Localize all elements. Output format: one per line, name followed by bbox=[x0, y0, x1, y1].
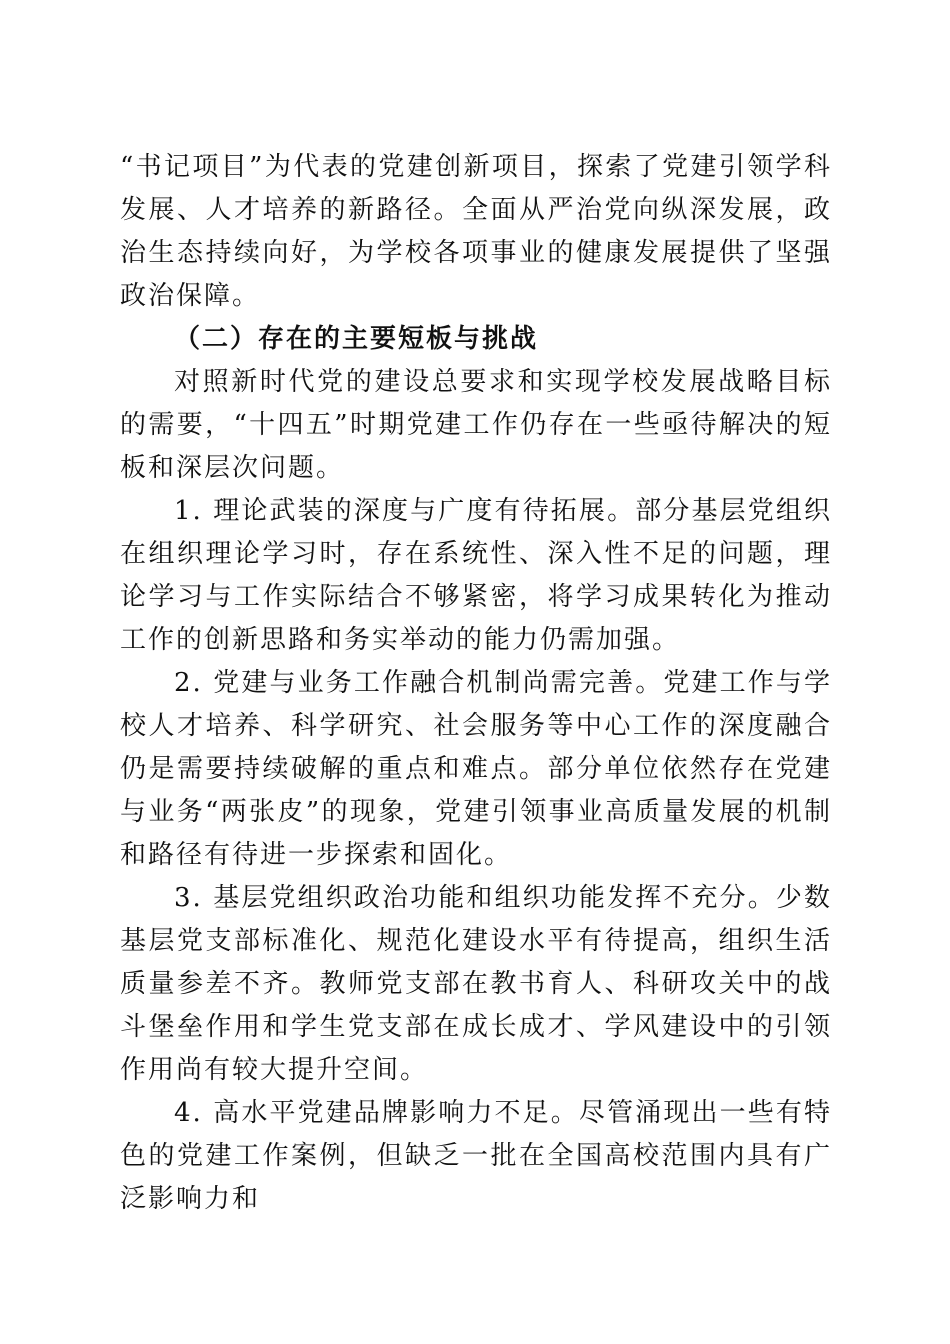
paragraph-item-2: 2. 党建与业务工作融合机制尚需完善。党建工作与学校人才培养、科学研究、社会服务等中心工作的深度融合仍是需要持续破解的重点和难点。部分单位依然存在党建与业务“两张皮”的现象，党建引领事业高质量发展的机制和路径有待进一步探索和固化。 bbox=[120, 668, 832, 870]
document-body bbox=[120, 146, 832, 1221]
paragraph-continuation: “书记项目”为代表的党建创新项目，探索了党建引领学科发展、人才培养的新路径。全面从严治党向纵深发展，政治生态持续向好，为学校各项事业的健康发展提供了坚强政治保障。 bbox=[120, 152, 832, 311]
paragraph-item-4: 4. 高水平党建品牌影响力不足。尽管涌现出一些有特色的党建工作案例，但缺乏一批在全国高校范围内具有广泛影响力和 bbox=[120, 1098, 832, 1214]
paragraph-intro: 对照新时代党的建设总要求和实现学校发展战略目标的需要，“十四五”时期党建工作仍存在一些亟待解决的短板和深层次问题。 bbox=[120, 367, 832, 483]
paragraph-item-3: 3. 基层党组织政治功能和组织功能发挥不充分。少数基层党支部标准化、规范化建设水平有待提高，组织生活质量参差不齐。教师党支部在教书育人、科研攻关中的战斗堡垒作用和学生党支部在成长成才、学风建设中的引领作用尚有较大提升空间。 bbox=[120, 883, 832, 1085]
section-heading: （二）存在的主要短板与挑战 bbox=[174, 324, 539, 354]
paragraph-item-1: 1. 理论武装的深度与广度有待拓展。部分基层党组织在组织理论学习时，存在系统性、深入性不足的问题，理论学习与工作实际结合不够紧密，将学习成果转化为推动工作的创新思路和务实举动的能力仍需加强。 bbox=[120, 496, 832, 655]
